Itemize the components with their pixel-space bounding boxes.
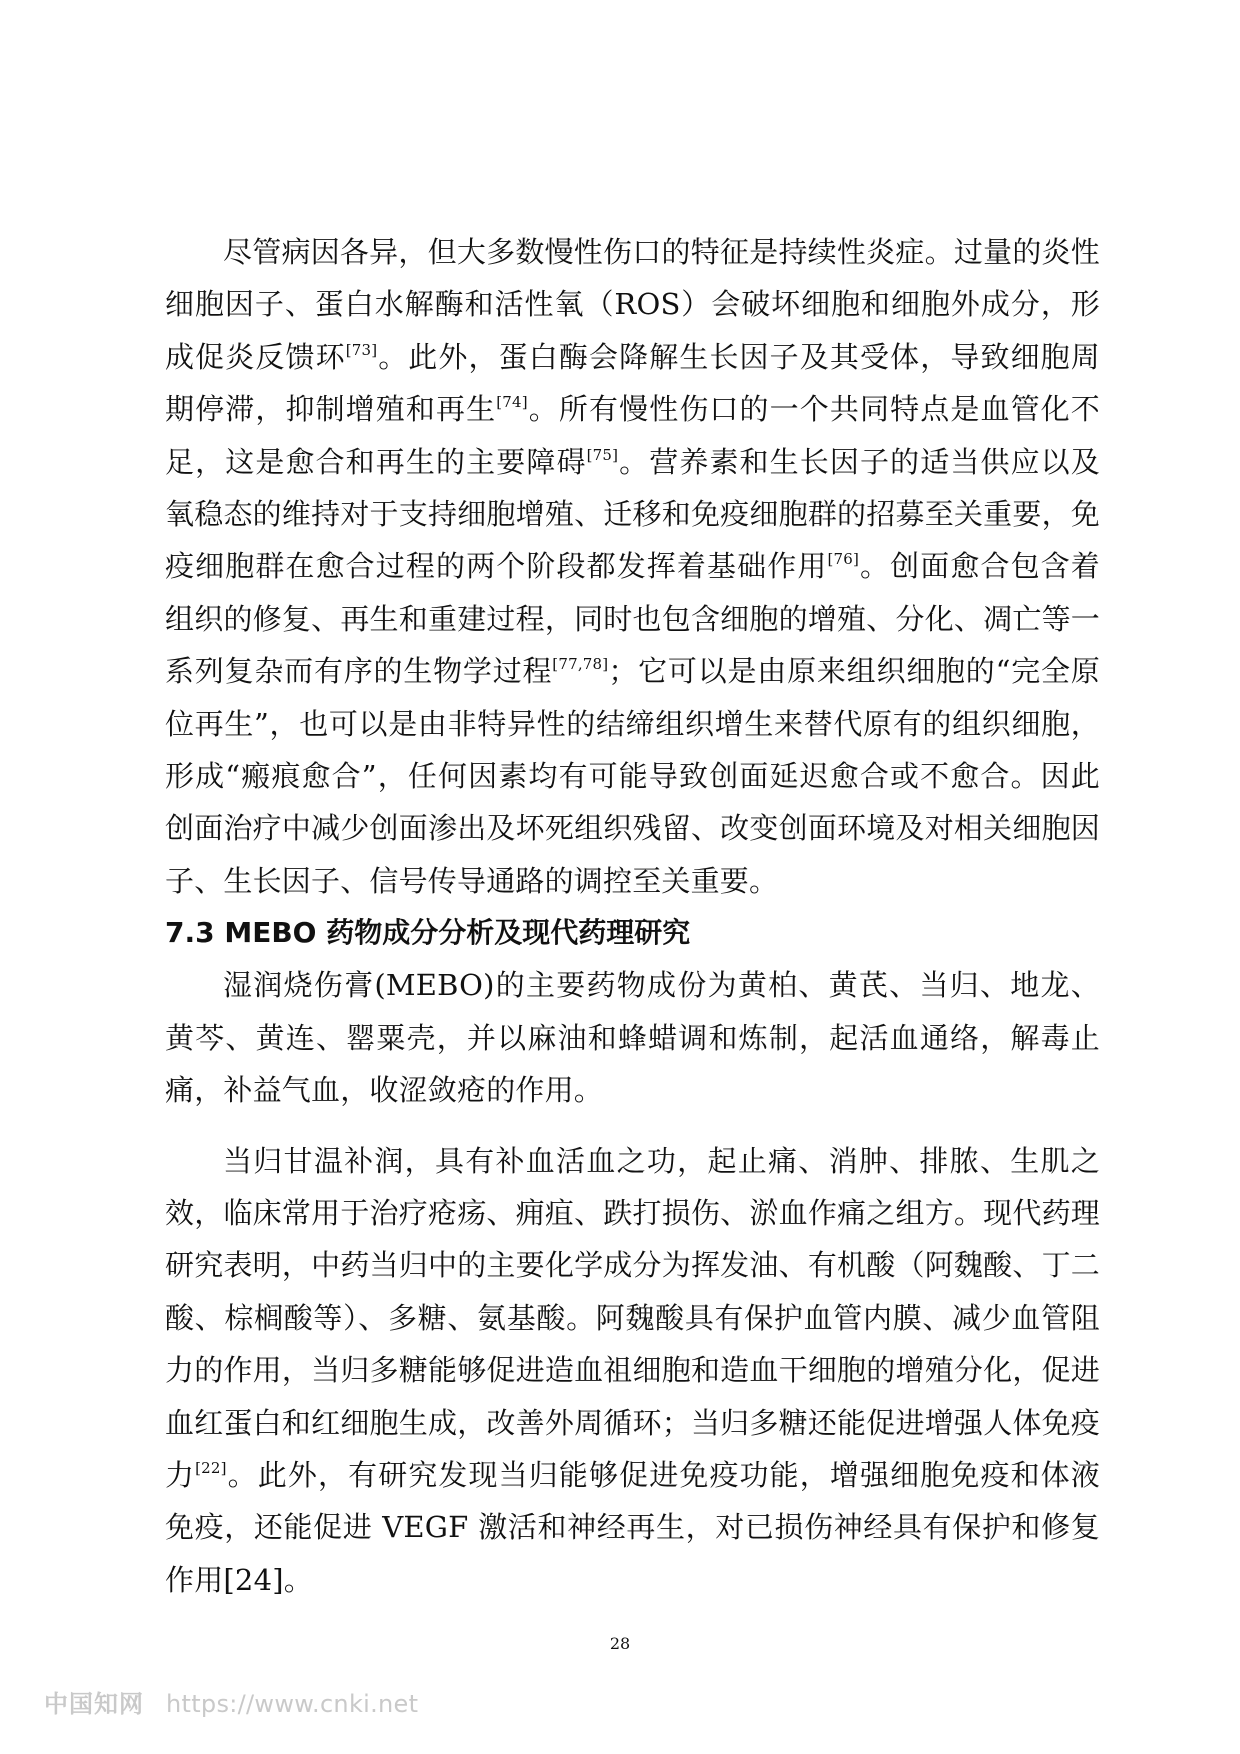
citation-ref: [22] xyxy=(195,1458,227,1477)
paragraph-text: 。此外，蛋白酶会降解生长因子及其受体，导致细胞周期停滞，抑制增殖和再生 xyxy=(165,339,1100,427)
cnki-watermark xyxy=(44,1689,418,1719)
paragraph xyxy=(165,959,1100,1116)
watermark-url: https://www.cnki.net xyxy=(166,1690,419,1718)
citation-ref: [77,78] xyxy=(552,655,609,674)
citation-ref: [74] xyxy=(496,393,528,412)
citation-ref: [75] xyxy=(586,445,619,464)
paragraph xyxy=(165,226,1100,907)
page-number: 28 xyxy=(609,1634,631,1653)
section-heading: 7.3 MEBO 药物成分分析及现代药理研究 xyxy=(165,916,691,950)
paragraph-text: 。创面愈合包含着组织的修复、再生和重建过程，同时也包含细胞的增殖、分化、凋亡等一系列复杂而有序的生物学过程 xyxy=(165,549,1100,689)
paragraph-text: 尽管病因各异，但大多数慢性伤口的特征是持续性炎症。过量的炎性细胞因子、蛋白水解酶和活性氧（ROS）会破坏细胞和细胞外成分，形成促炎反馈环 xyxy=(165,235,1100,374)
paragraph-text: 当归甘温补润，具有补血活血之功，起止痛、消肿、排脓、生肌之效，临床常用于治疗疮疡、痈疽、跌打损伤、淤血作痛之组方。现代药理研究表明，中药当归中的主要化学成分为挥发油、有机酸（阿魏酸、丁二酸、棕榈酸等）、多糖、氨基酸。阿魏酸具有保护血管内膜、减少血管阻力的作用，当归多糖能够促进造血祖细胞和造血干细胞的增殖分化，促进血红蛋白和红细胞生成，改善外周循环；当归多糖还能促进增强人体免疫力 xyxy=(165,1143,1100,1492)
paragraph-text: 。所有慢性伤口的一个共同特点是血管化不足，这是愈合和再生的主要障碍 xyxy=(165,392,1100,479)
paragraph-text: ；它可以是由原来组织细胞的“完全原位再生”，也可以是由非特异性的结缔组织增生来替代原有的组织细胞，形成“瘢痕愈合”，任何因素均有可能导致创面延迟愈合或不愈合。因此创面治疗中减少创面渗出及坏死组织残留、改变创面环境及对相关细胞因子、生长因子、信号传导通路的调控至关重要。 xyxy=(165,654,1100,898)
paragraph xyxy=(165,1135,1100,1607)
paragraph-group-1 xyxy=(165,226,1100,907)
paragraph-text: 。营养素和生长因子的适当供应以及氧稳态的维持对于支持细胞增殖、迁移和免疫细胞群的招募至关重要，免疫细胞群在愈合过程的两个阶段都发挥着基础作用 xyxy=(165,444,1100,584)
watermark-brand: 中国知网 xyxy=(44,1690,144,1718)
citation-ref: [73] xyxy=(345,340,378,359)
paragraph-text: 。此外，有研究发现当归能够促进免疫功能，增强细胞免疫和体液免疫，还能促进 VEGF 激活和神经再生，对已损伤神经具有保护和修复作用[24]。 xyxy=(165,1457,1100,1597)
paragraph-text: 湿润烧伤膏(MEBO)的主要药物成份为黄柏、黄芪、当归、地龙、黄芩、黄连、罂粟壳，并以麻油和蜂蜡调和炼制，起活血通络，解毒止痛，补益气血，收涩敛疮的作用。 xyxy=(165,968,1100,1108)
document-body xyxy=(165,226,1100,1606)
paragraph-group-2 xyxy=(165,959,1100,1606)
citation-ref: [76] xyxy=(827,550,860,569)
